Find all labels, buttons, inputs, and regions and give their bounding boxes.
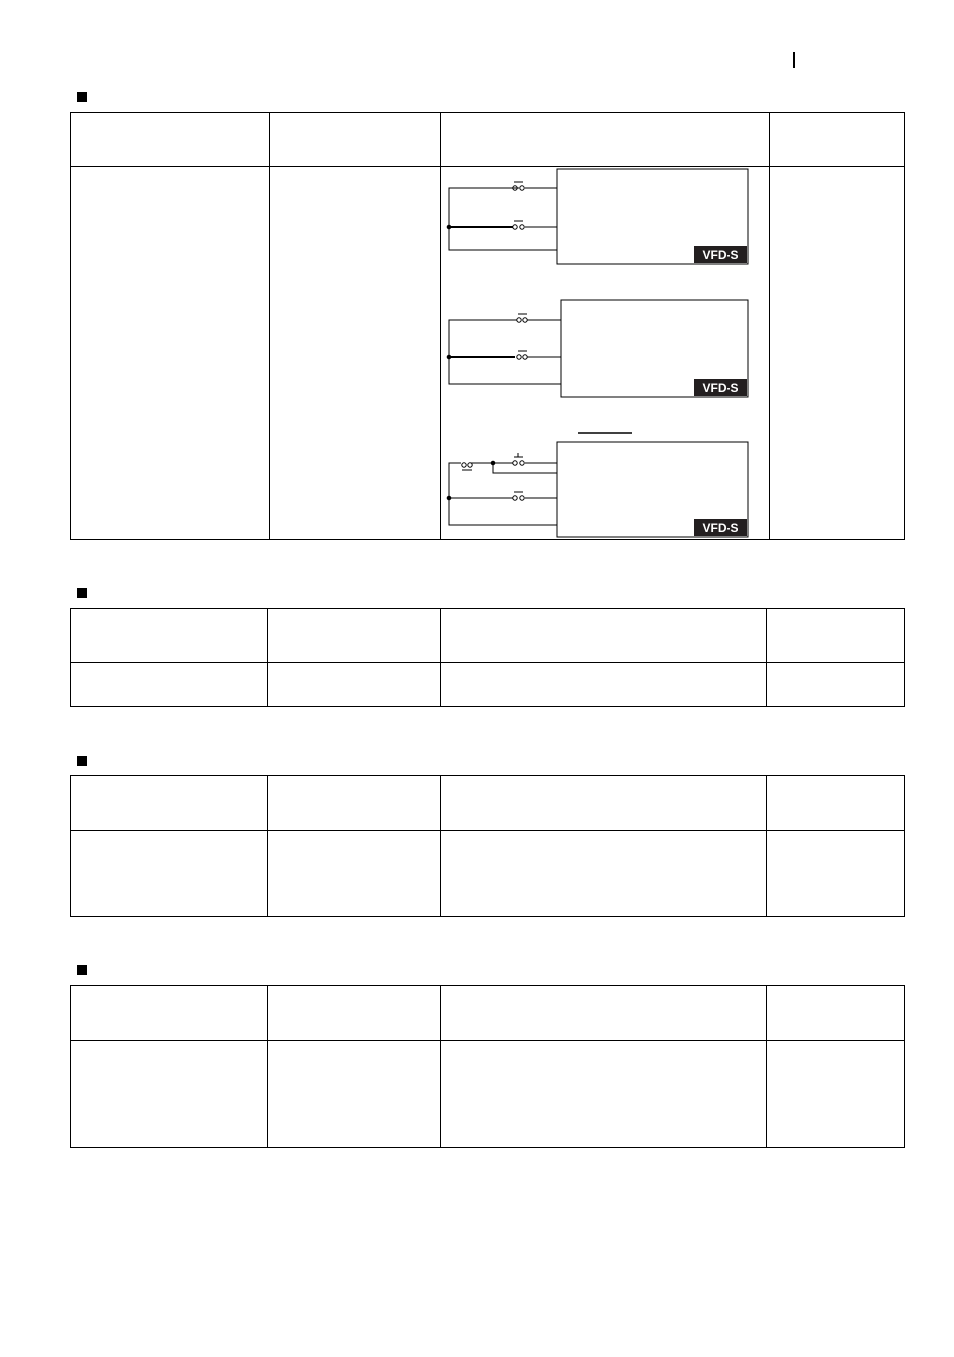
parameter-table-2: [70, 608, 905, 707]
table-3-header-divider: [71, 830, 904, 831]
section-bullet-4: [77, 965, 87, 975]
table-4-header-divider: [71, 1040, 904, 1041]
vfd-label-2: VFD-S: [702, 381, 739, 395]
table-3-col-divider-2: [440, 776, 441, 916]
section-bullet-1: [77, 92, 87, 102]
header-marker: [793, 52, 795, 68]
table-2-header-divider: [71, 662, 904, 663]
table-1-col-divider-1: [269, 113, 270, 539]
wiring-diagrams: [441, 167, 771, 542]
vfd-label-1: VFD-S: [702, 248, 739, 262]
table-2-col-divider-2: [440, 609, 441, 706]
parameter-table-1: [70, 112, 905, 540]
vfd-label-3: VFD-S: [702, 521, 739, 535]
table-4-col-divider-1: [267, 986, 268, 1147]
table-4-col-divider-2: [440, 986, 441, 1147]
parameter-table-4: [70, 985, 905, 1148]
section-bullet-2: [77, 588, 87, 598]
table-2-col-divider-1: [267, 609, 268, 706]
table-4-col-divider-3: [766, 986, 767, 1147]
section-bullet-3: [77, 756, 87, 766]
table-3-col-divider-1: [267, 776, 268, 916]
parameter-table-3: [70, 775, 905, 917]
table-2-col-divider-3: [766, 609, 767, 706]
table-3-col-divider-3: [766, 776, 767, 916]
